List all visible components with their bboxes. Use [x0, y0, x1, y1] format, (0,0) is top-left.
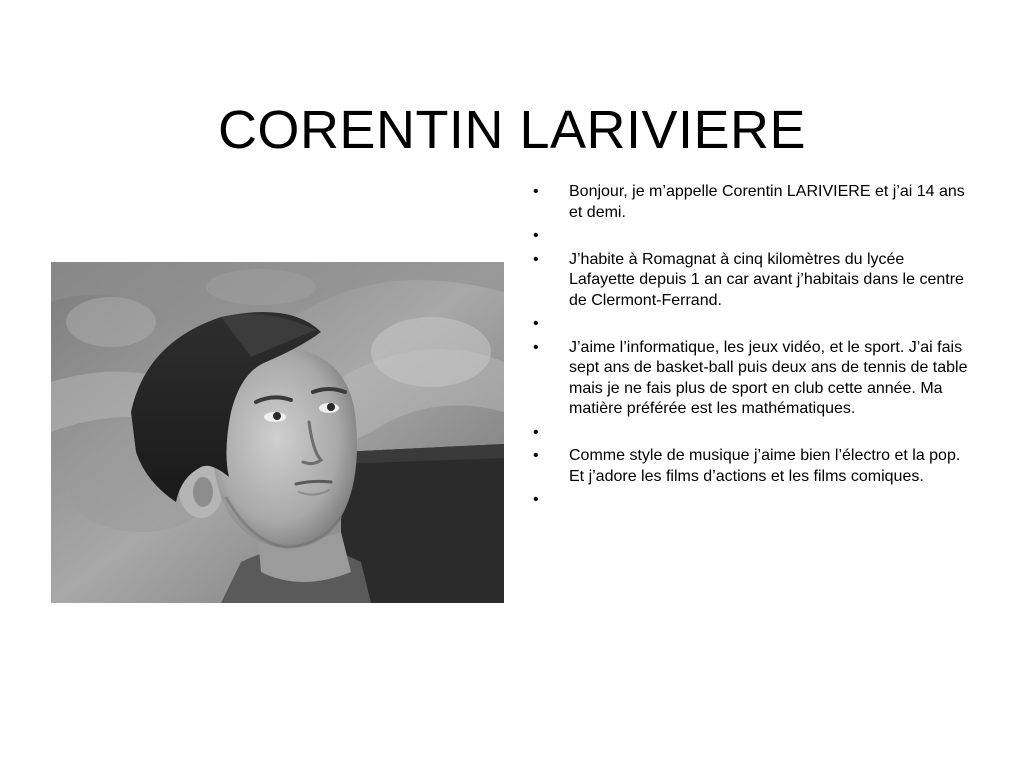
list-item [533, 338, 973, 420]
bullet-list [533, 182, 973, 514]
list-item [533, 446, 973, 487]
list-item [533, 314, 973, 335]
bullet-text: Bonjour, je m’appelle Corentin LARIVIERE et j’ai 14 ans et demi. [569, 183, 965, 221]
list-item [533, 182, 973, 223]
bullet-dot: • [533, 250, 539, 268]
list-item [533, 490, 973, 511]
bullet-dot: • [533, 183, 539, 200]
portrait-photo [51, 262, 504, 603]
portrait-illustration [51, 262, 504, 603]
list-item [533, 226, 973, 247]
bullet-dot: • [533, 423, 539, 441]
bullet-dot: • [533, 338, 539, 356]
bullet-dot: • [533, 491, 539, 508]
list-item [533, 250, 973, 312]
list-item [533, 423, 973, 444]
bullet-dot: • [533, 227, 539, 244]
slide-title: CORENTIN LARIVIERE [217, 100, 807, 161]
bullet-text: J’aime l’informatique, les jeux vidéo, et le sport. J’ai fais sept ans de basket-ball puis deux ans de tennis de table mais je ne fais plus de sport en club cette année. Ma matière préférée est les mathématiques. [569, 338, 968, 417]
bullet-dot: • [533, 447, 539, 464]
bullet-text: J’habite à Romagnat à cinq kilomètres du lycée Lafayette depuis 1 an car avant j’habitais dans le centre de Clermont-Ferrand. [569, 250, 964, 309]
bullet-text: Comme style de musique j’aime bien l’électro et la pop. Et j’adore les films d’actions et les films comiques. [569, 447, 961, 485]
bullet-dot: • [533, 315, 539, 332]
